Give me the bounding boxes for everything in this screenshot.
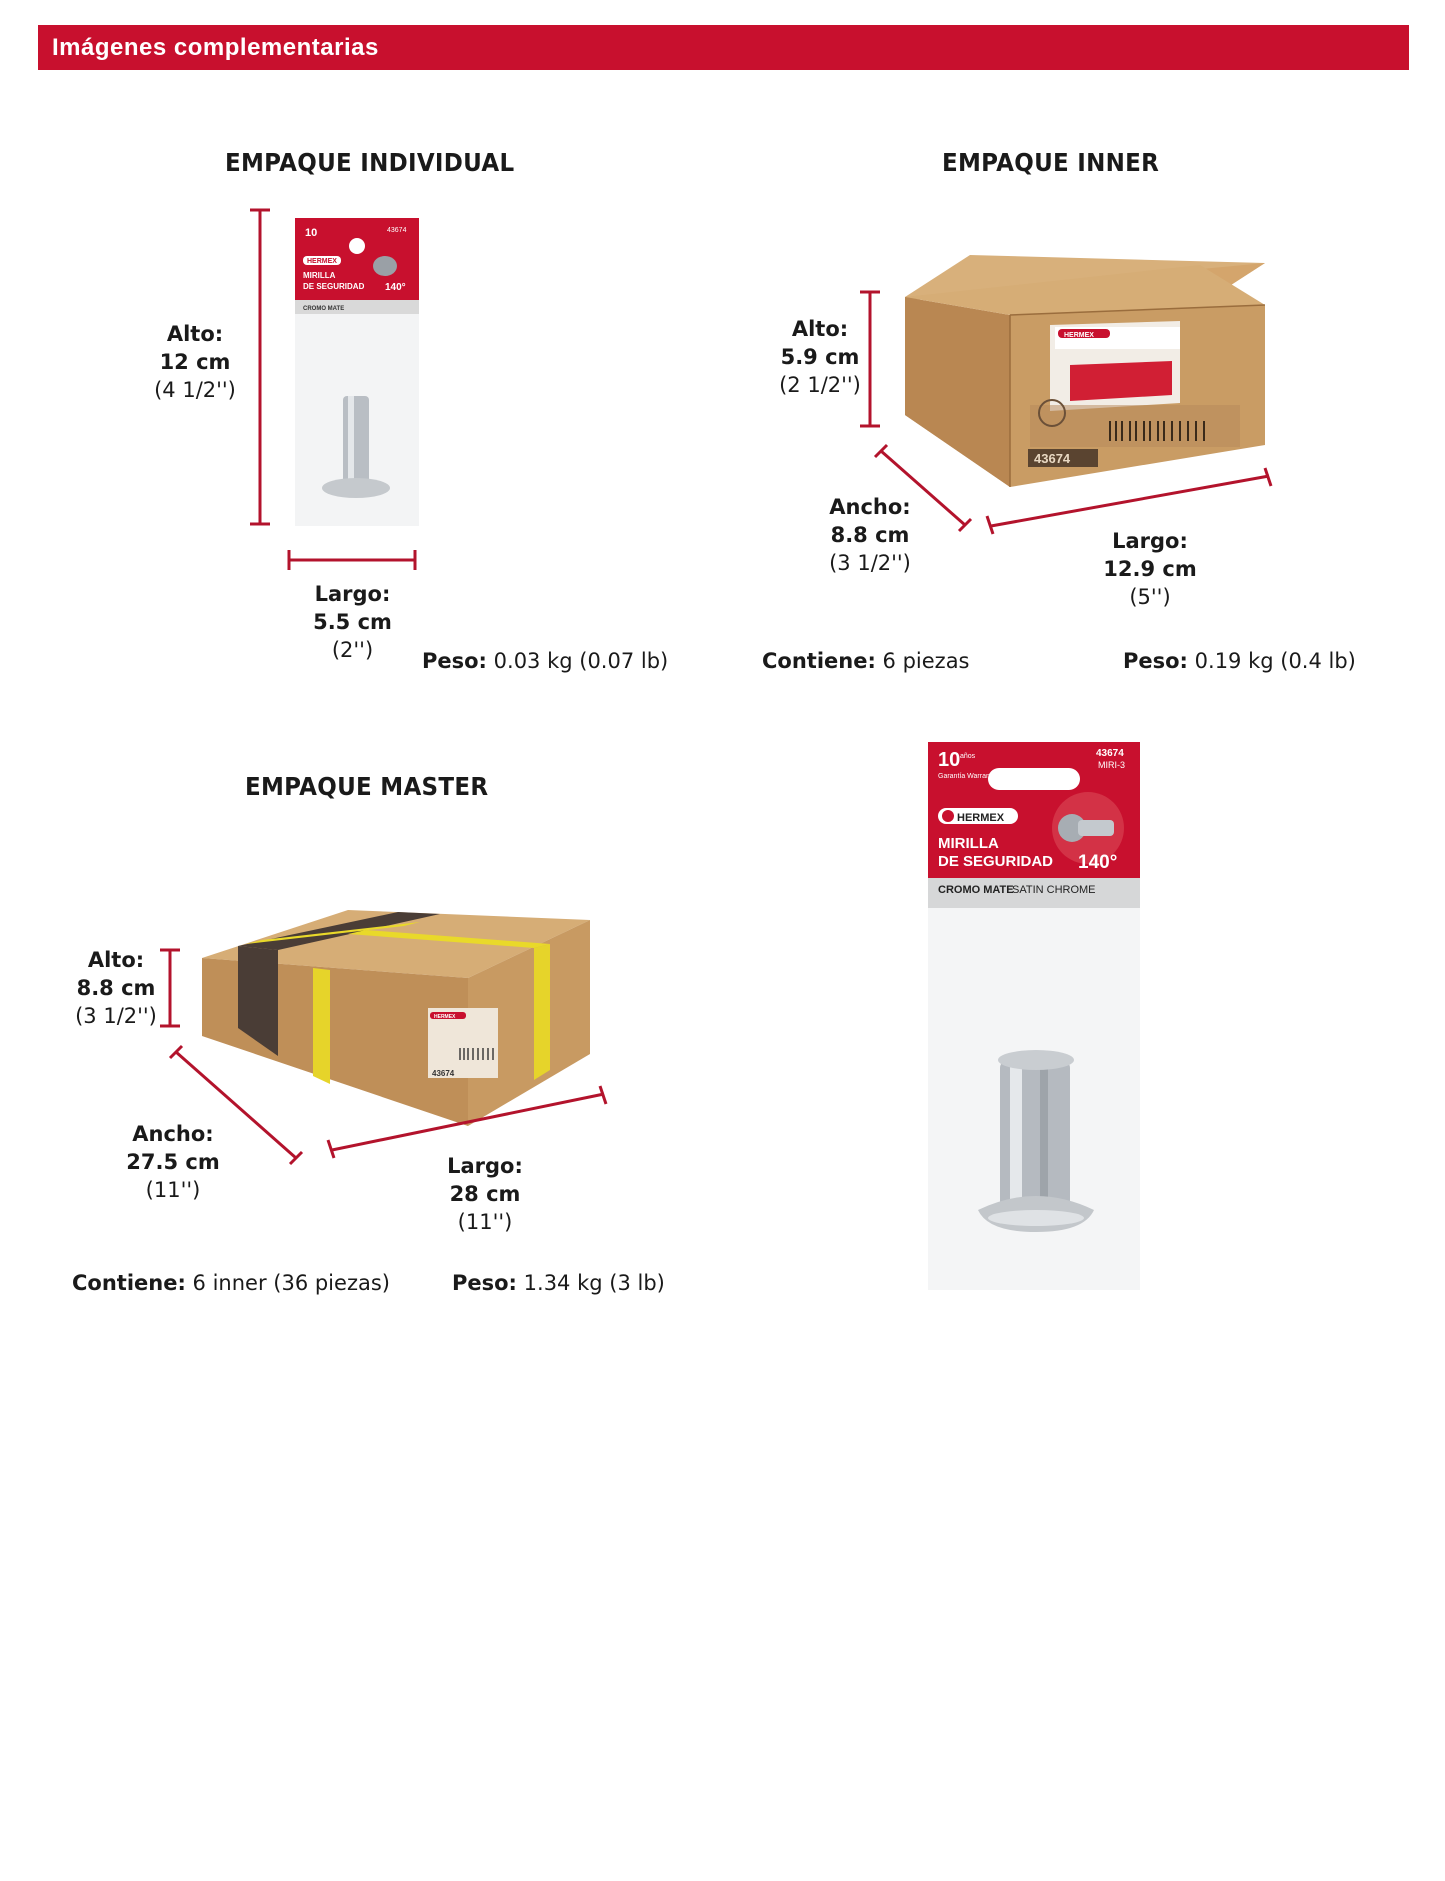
master-title: EMPAQUE MASTER — [245, 772, 489, 801]
product-brand: HERMEX — [957, 812, 1005, 824]
master-alto — [75, 946, 157, 1030]
master-length-line — [326, 1084, 610, 1160]
alto-label: Alto: — [166, 322, 224, 346]
product-code: 43674 — [1096, 748, 1124, 759]
contiene-label: Contiene: — [72, 1271, 186, 1295]
individual-height-line — [248, 208, 272, 528]
alto-metric: 12 cm — [159, 350, 231, 374]
largo-imperial: (11'') — [457, 1210, 513, 1234]
inner-length-line — [985, 466, 1275, 536]
inner-alto — [770, 315, 870, 399]
product-finish-es: CROMO MATE — [938, 884, 1014, 896]
inner-largo — [1095, 527, 1205, 611]
alto-label: Alto: — [791, 317, 849, 341]
small-finish: CROMO MATE — [303, 306, 345, 312]
largo-imperial: (2'') — [331, 638, 374, 662]
product-finish-en: SATIN CHROME — [1012, 884, 1096, 896]
ancho-imperial: (3 1/2'') — [829, 551, 911, 575]
small-brand: HERMEX — [307, 258, 337, 265]
product-name-line2: DE SEGURIDAD — [938, 853, 1054, 870]
ancho-label: Ancho: — [132, 1122, 214, 1146]
inner-title: EMPAQUE INNER — [942, 148, 1160, 177]
largo-label: Largo: — [1112, 529, 1188, 553]
box-code: 43674 — [1034, 451, 1071, 466]
master-label-brand: HERMEX — [434, 1014, 456, 1020]
inner-ancho — [815, 493, 925, 577]
small-warranty-years: 10 — [305, 227, 318, 239]
warranty-word: años — [960, 753, 976, 760]
warranty-years: 10 — [938, 749, 961, 771]
largo-label: Largo: — [314, 582, 391, 606]
alto-metric: 5.9 cm — [780, 345, 860, 369]
ancho-label: Ancho: — [829, 495, 911, 519]
individual-largo — [300, 580, 405, 664]
contiene-label: Contiene: — [762, 649, 876, 673]
largo-label: Largo: — [447, 1154, 523, 1178]
contiene-value: 6 inner (36 piezas) — [192, 1271, 390, 1295]
peso-value: 0.03 kg (0.07 lb) — [493, 649, 669, 673]
box-label-brand: HERMEX — [1064, 332, 1094, 339]
individual-peso — [422, 649, 668, 673]
product-package-image — [928, 742, 1140, 1292]
product-angle: 140° — [1078, 852, 1118, 873]
individual-length-line — [287, 548, 419, 572]
individual-title: EMPAQUE INDIVIDUAL — [225, 148, 515, 177]
small-code: 43674 — [387, 227, 407, 234]
master-box-code: 43674 — [432, 1069, 455, 1078]
product-name-line1: MIRILLA — [938, 835, 999, 852]
alto-label: Alto: — [87, 948, 145, 972]
small-angle: 140° — [385, 282, 406, 293]
ancho-imperial: (11'') — [145, 1178, 201, 1202]
master-peso — [452, 1271, 665, 1295]
small-name-1: MIRILLA — [303, 271, 336, 280]
largo-imperial: (5'') — [1129, 585, 1171, 609]
alto-imperial: (4 1/2'') — [154, 378, 236, 402]
alto-metric: 8.8 cm — [76, 976, 156, 1000]
peso-label: Peso: — [422, 649, 487, 673]
product-model: MIRI-3 — [1098, 760, 1125, 770]
peso-value: 1.34 kg (3 lb) — [523, 1271, 665, 1295]
ancho-metric: 8.8 cm — [830, 523, 910, 547]
alto-imperial: (2 1/2'') — [779, 373, 861, 397]
small-name-2: DE SEGURIDAD — [303, 282, 365, 291]
peso-label: Peso: — [1123, 649, 1188, 673]
master-largo — [430, 1152, 540, 1236]
master-height-line — [158, 948, 182, 1030]
alto-imperial: (3 1/2'') — [75, 1004, 157, 1028]
master-ancho — [118, 1120, 228, 1204]
ancho-metric: 27.5 cm — [126, 1150, 220, 1174]
master-contiene — [72, 1271, 390, 1295]
inner-contiene — [762, 649, 970, 673]
largo-metric: 12.9 cm — [1103, 557, 1197, 581]
individual-alto — [140, 320, 250, 404]
section-header: Imágenes complementarias — [38, 25, 1409, 70]
largo-metric: 5.5 cm — [313, 610, 392, 634]
warranty-sub: Garantía Warranty — [938, 773, 996, 780]
contiene-value: 6 piezas — [882, 649, 970, 673]
largo-metric: 28 cm — [449, 1182, 521, 1206]
inner-peso — [1123, 649, 1356, 673]
peso-value: 0.19 kg (0.4 lb) — [1194, 649, 1356, 673]
peso-label: Peso: — [452, 1271, 517, 1295]
individual-package-image — [293, 218, 421, 528]
